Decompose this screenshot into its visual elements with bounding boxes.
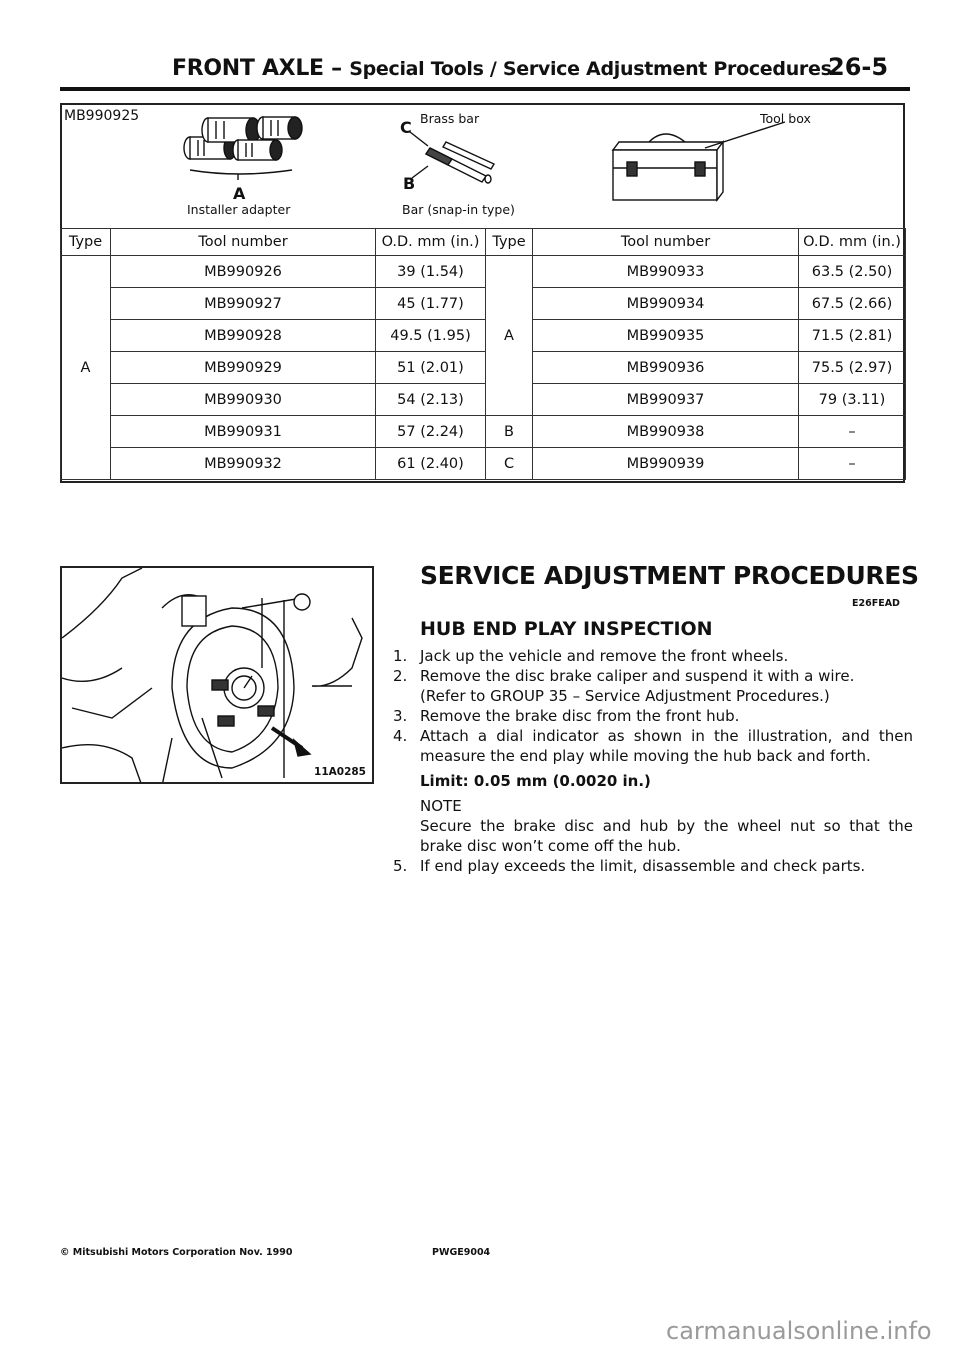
limit-spec: Limit: 0.05 mm (0.0020 in.): [420, 772, 651, 790]
tool-number-cell: MB990929: [111, 352, 376, 384]
table-row: [61, 320, 906, 352]
od-cell: 45 (1.77): [376, 288, 486, 320]
step-text: (Refer to GROUP 35 – Service Adjustment Procedures.): [420, 687, 830, 705]
step-item: [393, 666, 913, 686]
hub-end-play-illustration: [60, 566, 374, 784]
header-dash: –: [323, 56, 350, 81]
tool-number-cell: MB990927: [111, 288, 376, 320]
table-row: [61, 288, 906, 320]
step-text: If end play exceeds the limit, disassemble and check parts.: [420, 857, 866, 875]
table-row: [61, 416, 906, 448]
od-cell: 75.5 (2.97): [799, 352, 906, 384]
step-item: [393, 726, 913, 766]
tool-box-drawing: [605, 120, 795, 210]
tool-number-cell: MB990939: [533, 448, 799, 480]
step-item: [393, 706, 913, 726]
tool-spec-table: [60, 228, 906, 480]
step-number: 2.: [393, 667, 408, 685]
step-text: Attach a dial indicator as shown in the illustration, and then measure the end play while moving the hub back and forth.: [420, 727, 913, 765]
tool-number-cell: MB990931: [111, 416, 376, 448]
dial-indicator-drawing: [62, 568, 374, 784]
adapter-letter-a: A: [233, 184, 246, 203]
od-cell: –: [799, 416, 906, 448]
od-cell: 57 (2.24): [376, 416, 486, 448]
od-cell: 67.5 (2.66): [799, 288, 906, 320]
col-header-type-2: Type: [486, 229, 533, 256]
tool-number-cell: MB990933: [533, 256, 799, 288]
page-header-title: [172, 56, 832, 81]
type-cell: B: [486, 416, 533, 448]
footer-copyright: © Mitsubishi Motors Corporation Nov. 1990: [60, 1247, 293, 1258]
od-cell: 39 (1.54): [376, 256, 486, 288]
tool-number-cell: MB990928: [111, 320, 376, 352]
tool-number-cell: MB990932: [111, 448, 376, 480]
od-cell: 54 (2.13): [376, 384, 486, 416]
table-row: [61, 352, 906, 384]
table-row: [61, 448, 906, 480]
step-text: Jack up the vehicle and remove the front wheels.: [420, 647, 789, 665]
illustration-code: 11A0285: [314, 766, 366, 778]
step-number: 4.: [393, 727, 408, 745]
col-header-type: Type: [61, 229, 111, 256]
od-cell: 71.5 (2.81): [799, 320, 906, 352]
tool-number-cell: MB990934: [533, 288, 799, 320]
header-section: FRONT AXLE: [172, 56, 324, 81]
step-item: [393, 686, 913, 706]
od-cell: 79 (3.11): [799, 384, 906, 416]
section-code: E26FEAD: [852, 598, 900, 609]
col-header-od: O.D. mm (in.): [376, 229, 486, 256]
table-row: [61, 256, 906, 288]
installer-adapter-caption: Installer adapter: [187, 202, 291, 217]
tool-number-cell: MB990930: [111, 384, 376, 416]
brass-bar-label: Brass bar: [420, 111, 480, 126]
od-cell: 51 (2.01): [376, 352, 486, 384]
table-header-row: [61, 229, 906, 256]
tool-part-number: MB990925: [64, 108, 140, 124]
od-cell: –: [799, 448, 906, 480]
col-header-tool-number-2: Tool number: [533, 229, 799, 256]
note-label: NOTE: [420, 797, 462, 815]
header-subsection: Special Tools / Service Adjustment Procedures: [349, 58, 832, 80]
step-text: Remove the disc brake caliper and suspend it with a wire.: [420, 667, 855, 685]
od-cell: 63.5 (2.50): [799, 256, 906, 288]
tool-number-cell: MB990926: [111, 256, 376, 288]
step-number: 5.: [393, 857, 408, 875]
step-number: 1.: [393, 647, 408, 665]
procedure-steps: [393, 646, 913, 876]
type-cell: C: [486, 448, 533, 480]
od-cell: 49.5 (1.95): [376, 320, 486, 352]
step-item: [393, 646, 913, 666]
section-title: SERVICE ADJUSTMENT PROCEDURES: [420, 561, 919, 590]
tool-number-cell: MB990937: [533, 384, 799, 416]
tool-number-cell: MB990935: [533, 320, 799, 352]
watermark-text: carmanualsonline.info: [666, 1317, 932, 1345]
tool-number-cell: MB990938: [533, 416, 799, 448]
footer-code: PWGE9004: [432, 1247, 491, 1258]
od-cell: 61 (2.40): [376, 448, 486, 480]
tool-number-cell: MB990936: [533, 352, 799, 384]
bar-letter-c: C: [400, 118, 412, 137]
right-type-cell: A: [486, 256, 533, 416]
note-text: Secure the brake disc and hub by the wheel nut so that the brake disc won’t come off the hub.: [420, 817, 913, 855]
table-row: [61, 384, 906, 416]
step-number: [393, 686, 420, 706]
bar-letter-b: B: [403, 174, 416, 193]
step-item: [393, 856, 913, 876]
col-header-od-2: O.D. mm (in.): [799, 229, 906, 256]
col-header-tool-number: Tool number: [111, 229, 376, 256]
tool-box-label: Tool box: [760, 111, 811, 126]
bar-caption: Bar (snap-in type): [402, 202, 515, 217]
step-text: Remove the brake disc from the front hub.: [420, 707, 740, 725]
subsection-title: HUB END PLAY INSPECTION: [420, 618, 713, 640]
step-number: 3.: [393, 707, 408, 725]
installer-adapter-drawing: [168, 108, 313, 188]
page-number: 26-5: [828, 53, 889, 81]
header-rule: [60, 87, 910, 91]
left-type-cell: A: [61, 256, 111, 480]
